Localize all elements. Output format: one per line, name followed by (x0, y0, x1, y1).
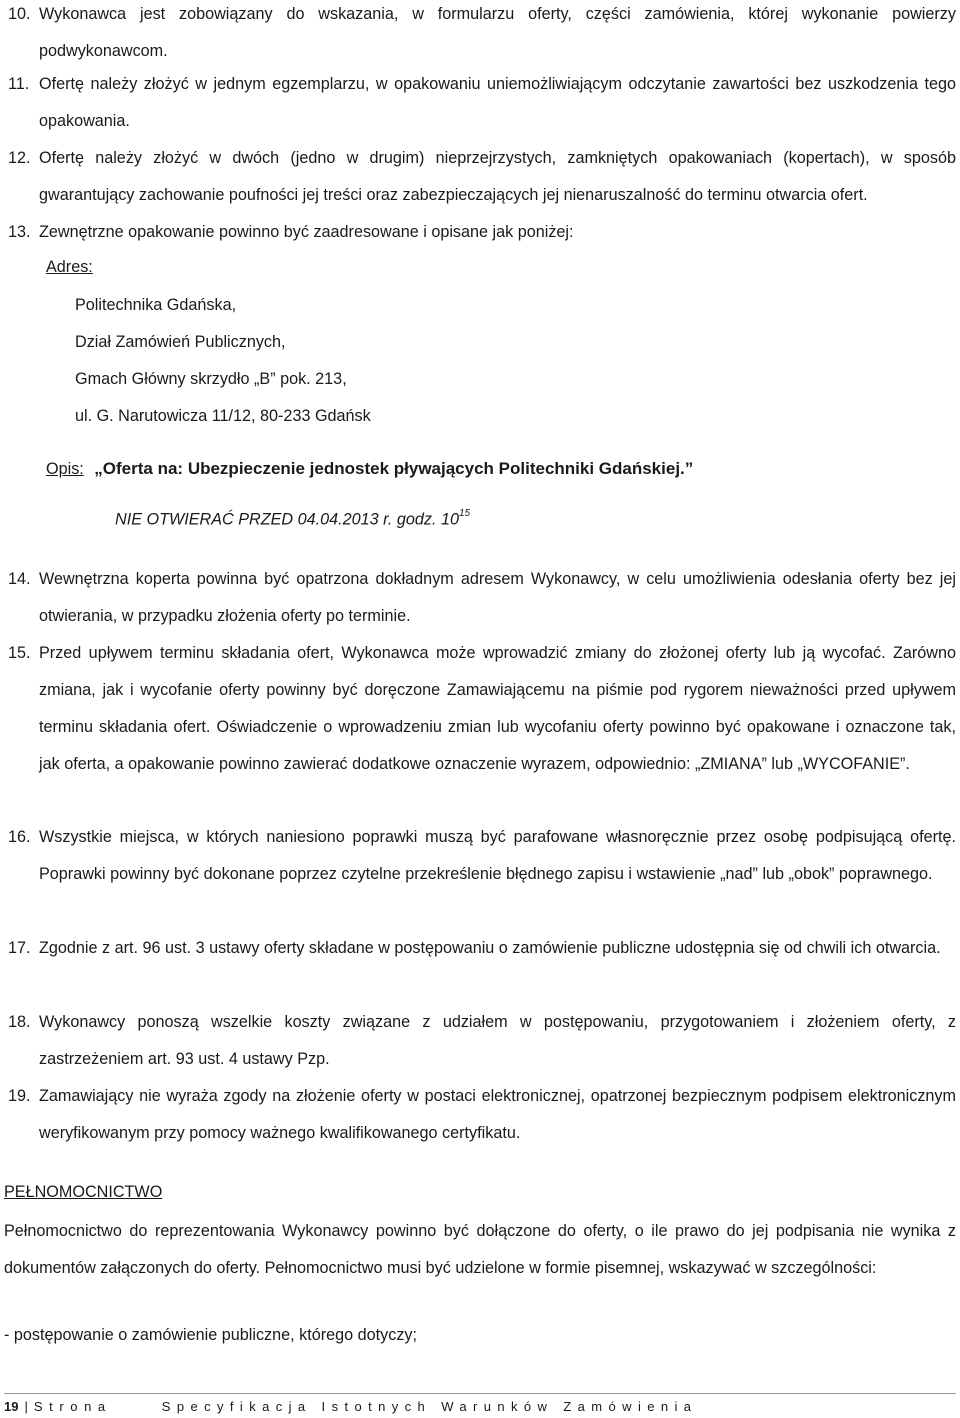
item-text: Ofertę należy złożyć w jednym egzemplarzu, w opakowaniu uniemożliwiającym odczytanie zawartości bez uszkodzenia tego opakowania. (39, 75, 956, 130)
item-number: 12. (8, 149, 31, 167)
do-not-open-text: NIE OTWIERAĆ PRZED 04.04.2013 r. godz. 10 (115, 510, 459, 529)
description-label: Opis: (46, 460, 84, 478)
address-line: Gmach Główny skrzydło „B” pok. 213, (75, 370, 347, 388)
page-number: 19 (4, 1399, 19, 1414)
description-row (46, 459, 693, 479)
item-text: Wewnętrzna koperta powinna być opatrzona dokładnym adresem Wykonawcy, w celu umożliwienia odesłania oferty bez jej otwierania, w przypadku złożenia oferty po terminie. (39, 570, 956, 625)
address-line: Politechnika Gdańska, (75, 296, 237, 314)
description-value: „Oferta na: Ubezpieczenie jednostek pływających Politechniki Gdańskiej.” (94, 459, 694, 478)
address-line: Dział Zamówień Publicznych, (75, 333, 286, 351)
list-item-14 (8, 561, 956, 635)
do-not-open-notice (115, 510, 470, 529)
section-heading: PEŁNOMOCNICTWO (4, 1183, 163, 1201)
item-text: Ofertę należy złożyć w dwóch (jedno w drugim) nieprzejrzystych, zamkniętych opakowaniach (kopertach), w sposób gwarantujący zachowanie poufności jej treści oraz zabezpieczających jej nienaruszalność do terminu otwarcia ofert. (39, 149, 956, 204)
item-text: Zewnętrzne opakowanie powinno być zaadresowane i opisane jak poniżej: (39, 223, 574, 241)
list-item-15 (8, 635, 956, 783)
footer-separator: | (24, 1399, 28, 1414)
item-text: Wykonawca jest zobowiązany do wskazania, w formularzu oferty, części zamówienia, której wykonanie powierzy podwykonawcom. (39, 5, 956, 60)
item-text: Wykonawcy ponoszą wszelkie koszty związane z udziałem w postępowaniu, przygotowaniem i złożeniem oferty, z zastrzeżeniem art. 93 ust. 4 ustawy Pzp. (39, 1013, 956, 1068)
list-item-13 (8, 214, 956, 251)
section-paragraph: Pełnomocnictwo do reprezentowania Wykonawcy powinno być dołączone do oferty, o ile prawo do jej podpisania nie wynika z dokumentów załączonych do oferty. Pełnomocnictwo musi być udzielone w formie pisemnej, wskazywać w szczególności: (4, 1222, 956, 1277)
dash-list-item: - postępowanie o zamówienie publiczne, którego dotyczy; (4, 1326, 418, 1344)
item-text: Zamawiający nie wyraża zgody na złożenie oferty w postaci elektronicznej, opatrzonej bezpiecznym podpisem elektronicznym weryfikowanym przy pomocy ważnego kwalifikowanego certyfikatu. (39, 1087, 956, 1142)
item-number: 11. (8, 75, 30, 93)
list-item-19 (8, 1078, 956, 1152)
item-number: 15. (8, 644, 31, 662)
list-item-18 (8, 1004, 956, 1078)
document-title: Specyfikacja Istotnych Warunków Zamówienia (161, 1399, 698, 1414)
item-number: 18. (8, 1013, 31, 1031)
item-text: Wszystkie miejsca, w których naniesiono poprawki muszą być parafowane własnoręcznie przez osobę podpisującą ofertę. Poprawki powinny być dokonane poprzez czytelne przekreślenie błędnego zapisu i wstawienie „nad” lub „obok” poprawnego. (39, 828, 956, 883)
do-not-open-minutes: 15 (458, 508, 471, 519)
item-number: 10. (8, 5, 31, 23)
list-item-12 (8, 140, 956, 214)
item-number: 19. (8, 1087, 31, 1105)
address-line: ul. G. Narutowicza 11/12, 80-233 Gdańsk (75, 407, 371, 425)
list-item-10 (8, 0, 956, 70)
item-text: Zgodnie z art. 96 ust. 3 ustawy oferty składane w postępowaniu o zamówienie publiczne udostępnia się od chwili ich otwarcia. (39, 939, 941, 957)
page-footer (4, 1399, 697, 1414)
footer-divider (4, 1393, 956, 1394)
item-number: 14. (8, 570, 31, 588)
item-number: 17. (8, 939, 31, 957)
list-item-17 (8, 930, 956, 967)
item-text: Przed upływem terminu składania ofert, Wykonawca może wprowadzić zmiany do złożonej oferty lub ją wycofać. Zarówno zmiana, jak i wycofanie oferty powinny być doręczone Zamawiającemu na piśmie pod rygorem nieważności przed upływem terminu składania ofert. Oświadczenie o wprowadzeniu zmian lub wycofaniu oferty powinno być opakowane i oznaczone tak, jak oferta, a opakowanie powinno zawierać dodatkowe oznaczenie wyrazem, odpowiednio: „ZMIANA” lub „WYCOFANIE”. (39, 644, 956, 773)
address-heading: Adres: (46, 258, 93, 276)
item-number: 13. (8, 223, 31, 241)
item-number: 16. (8, 828, 31, 846)
list-item-16 (8, 819, 956, 893)
list-item-11 (8, 66, 956, 140)
page-word: Strona (33, 1399, 112, 1414)
